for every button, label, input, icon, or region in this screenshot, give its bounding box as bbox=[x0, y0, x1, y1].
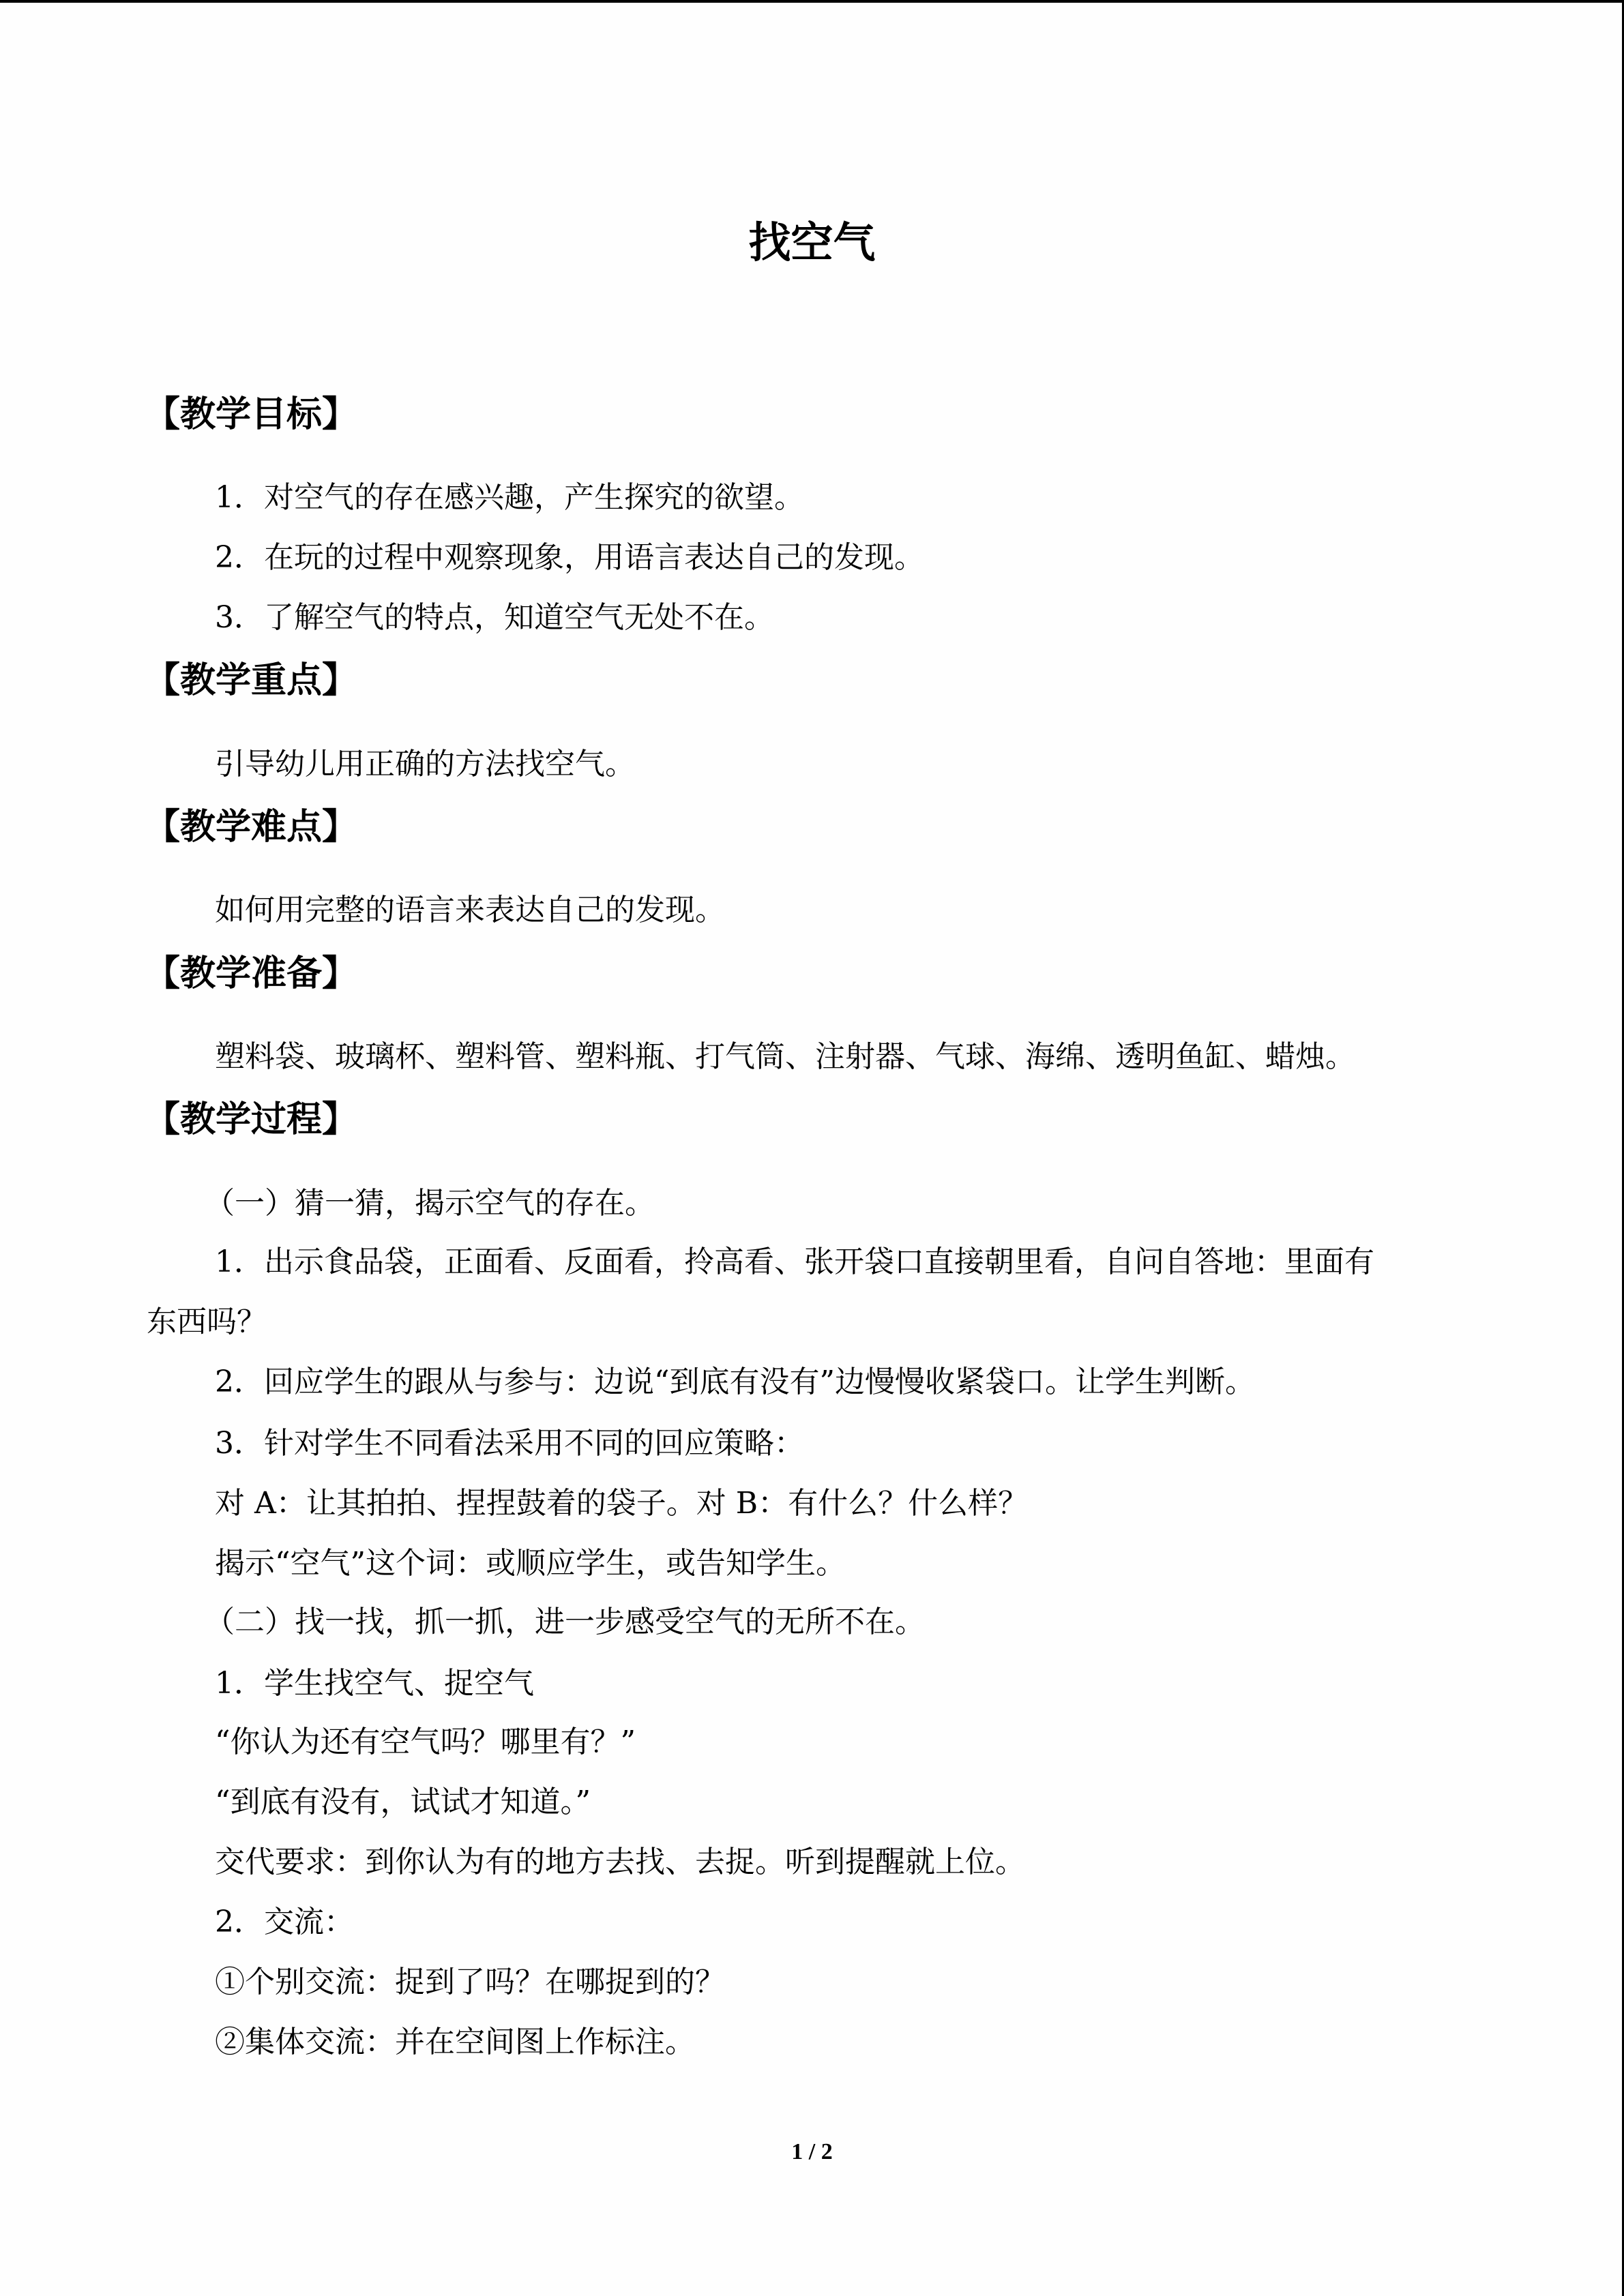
section-heading-objectives: 【教学目标】 bbox=[145, 394, 358, 435]
objective-item: 3．了解空气的特点，知道空气无处不在。 bbox=[215, 600, 774, 635]
section-heading-key-points: 【教学重点】 bbox=[145, 660, 358, 701]
process-line: ②集体交流：并在空间图上作标注。 bbox=[215, 2025, 695, 2059]
process-line: 2．交流： bbox=[215, 1905, 354, 1939]
preparation-text: 塑料袋、玻璃杯、塑料管、塑料瓶、打气筒、注射器、气球、海绵、透明鱼缸、蜡烛。 bbox=[215, 1039, 1355, 1074]
process-line: 对 A：让其拍拍、捏捏鼓着的袋子。对 B：有什么？什么样？ bbox=[215, 1486, 1029, 1521]
key-points-text: 引导幼儿用正确的方法找空气。 bbox=[215, 747, 635, 781]
section-heading-difficulties: 【教学难点】 bbox=[145, 807, 358, 848]
process-line: 1．学生找空气、捉空气 bbox=[215, 1666, 534, 1701]
process-line: 3．针对学生不同看法采用不同的回应策略： bbox=[215, 1426, 804, 1461]
difficulties-text: 如何用完整的语言来表达自己的发现。 bbox=[215, 893, 725, 927]
process-line: （一）猜一猜，揭示空气的存在。 bbox=[205, 1186, 655, 1221]
process-line: 交代要求：到你认为有的地方去找、去捉。听到提醒就上位。 bbox=[215, 1845, 1025, 1879]
process-line: 2．回应学生的跟从与参与：边说“到底有没有”边慢慢收紧袋口。让学生判断。 bbox=[215, 1365, 1255, 1399]
process-line: 1．出示食品袋，正面看、反面看，拎高看、张开袋口直接朝里看，自问自答地：里面有 bbox=[215, 1244, 1374, 1279]
process-line: ①个别交流：捉到了吗？在哪捉到的？ bbox=[215, 1965, 725, 1999]
section-heading-process: 【教学过程】 bbox=[145, 1099, 358, 1140]
page-indicator: 1 / 2 bbox=[791, 2139, 833, 2164]
objective-item: 1．对空气的存在感兴趣，产生探究的欲望。 bbox=[215, 480, 804, 515]
process-line: “你认为还有空气吗？哪里有？” bbox=[215, 1725, 636, 1759]
section-heading-preparation: 【教学准备】 bbox=[145, 953, 358, 994]
process-line: 东西吗？ bbox=[147, 1304, 267, 1339]
process-line: 揭示“空气”这个词：或顺应学生，或告知学生。 bbox=[215, 1546, 846, 1581]
process-line: “到底有没有，试试才知道。” bbox=[215, 1785, 591, 1819]
process-line: （二）找一找，抓一抓，进一步感受空气的无所不在。 bbox=[205, 1605, 925, 1639]
objective-item: 2．在玩的过程中观察现象，用语言表达自己的发现。 bbox=[215, 540, 924, 575]
document-title: 找空气 bbox=[748, 218, 876, 267]
